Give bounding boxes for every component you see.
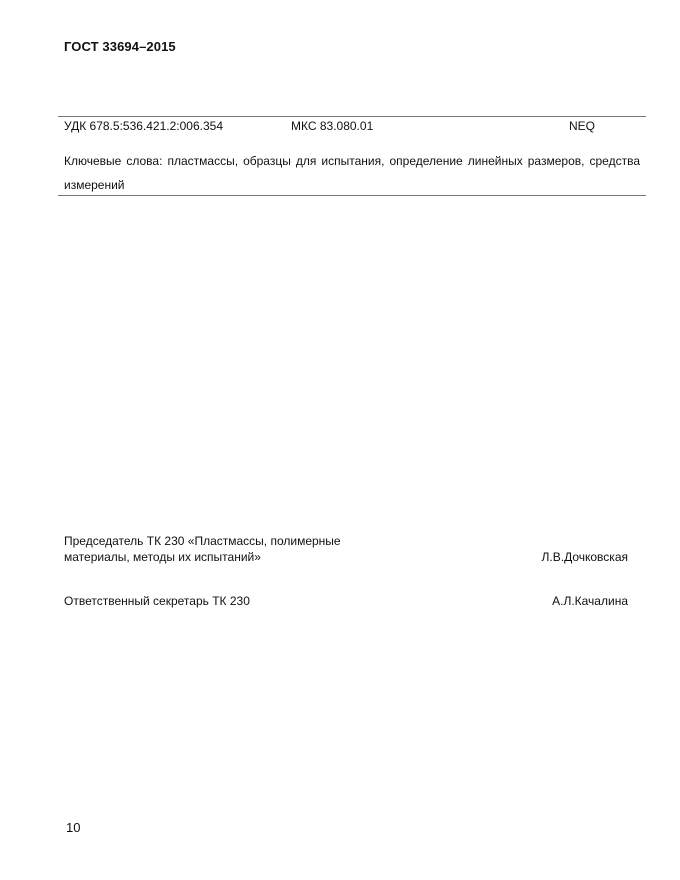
standard-code: ГОСТ 33694–2015 (64, 39, 176, 54)
chairman-title-line2: материалы, методы их испытаний» (64, 550, 261, 564)
mks-code: МКС 83.080.01 (291, 119, 374, 133)
udk-code: УДК 678.5:536.421.2:006.354 (64, 119, 223, 133)
keywords-paragraph: Ключевые слова: пластмассы, образцы для испытания, определение линейных размеров, средства измерений (64, 154, 640, 192)
chairman-name: Л.В.Дочковская (541, 550, 628, 564)
bottom-divider (58, 195, 646, 196)
top-divider (58, 116, 646, 117)
conformity-mark: NEQ (569, 119, 596, 133)
secretary-title: Ответственный секретарь ТК 230 (64, 594, 250, 608)
chairman-title-line1: Председатель ТК 230 «Пластмассы, полимерные (64, 534, 341, 548)
secretary-signature-block (64, 593, 628, 609)
page-number: 10 (66, 820, 81, 835)
chairman-signature-block (64, 533, 628, 565)
secretary-name: А.Л.Качалина (552, 594, 628, 608)
